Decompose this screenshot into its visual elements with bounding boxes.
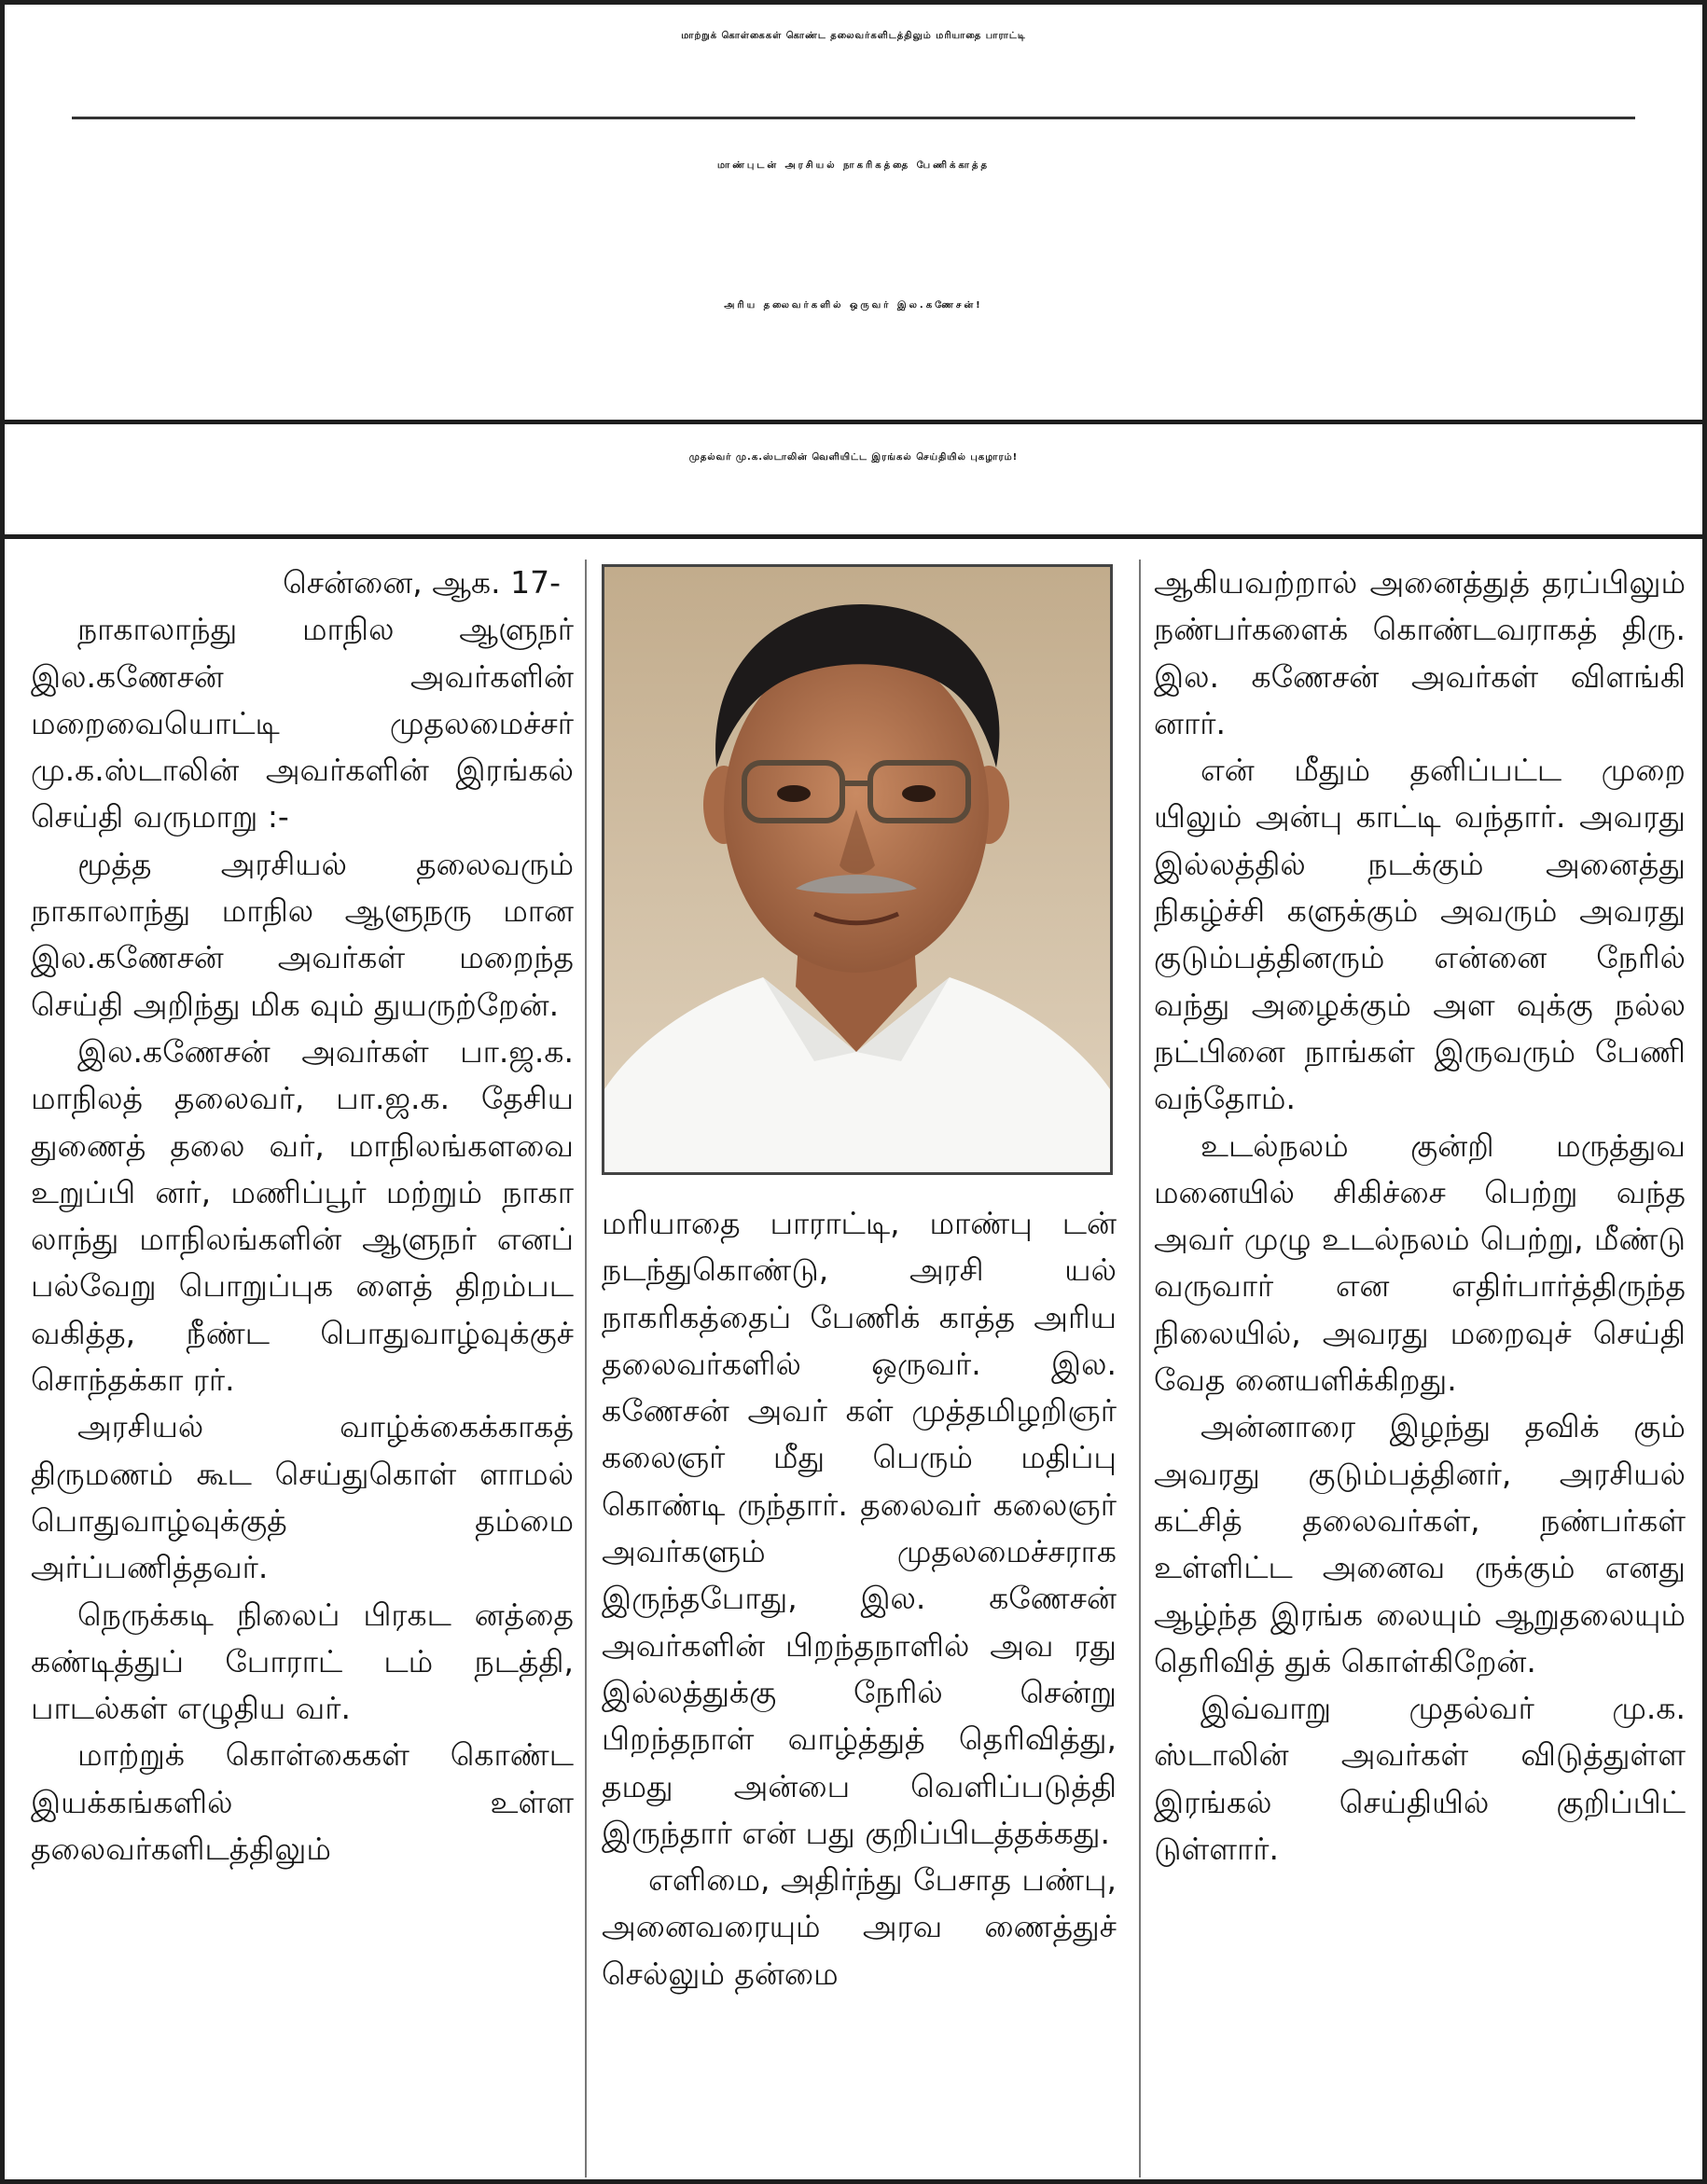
article-paragraph: மூத்த அரசியல் தலைவரும் நாகாலாந்து மாநில ஆளுநரு மான இல.கணேசன் அவர்கள் மறைந்த செய்தி அறிந்து மிக வும் துயருற்றேன். <box>31 845 574 1023</box>
article-paragraph: மரியாதை பாராட்டி, மாண்பு டன் நடந்துகொண்டு, அரசி யல் நாகரிகத்தைப் பேணிக் காத்த அரிய தலைவர்களில் ஒருவர். இல. கணேசன் அவர் கள் முத்தமிழறிஞர் கலைஞர் மீது பெரும் மதிப்பு கொண்டி ருந்தார். தலைவர் கலைஞர் அவர்களும் முதலமைச்சராக இருந்தபோது, இல. கணேசன் அவர்களின் பிறந்தநாளில் அவ ரது இல்லத்துக்கு நேரில் சென்று பிறந்தநாள் வாழ்த்துத் தெரிவித்து, தமது அன்பை வெளிப்படுத்தி இருந்தார் என் பது குறிப்பிடத்தக்கது. <box>602 1205 1117 1851</box>
portrait-photo-icon <box>604 567 1110 1172</box>
article-paragraph: மாற்றுக் கொள்கைகள் கொண்ட இயக்கங்களில் உள்ள தலைவர்களிடத்திலும் <box>31 1736 574 1868</box>
article-paragraph: என் மீதும் தனிப்பட்ட முறை யிலும் அன்பு காட்டி வந்தார். அவரது இல்லத்தில் நடக்கும் அனைத்து நிகழ்ச்சி களுக்கும் அவரும் அவரது குடும்பத்தினரும் என்னை நேரில் வந்து அழைக்கும் அள வுக்கு நல்ல நட்பினை நாங்கள் இருவரும் பேணி வந்தோம். <box>1154 752 1686 1117</box>
article-paragraph: ஆகியவற்றால் அனைத்துத் தரப்பிலும் நண்பர்களைக் கொண்டவராகத் திரு. இல. கணேசன் அவர்கள் விளங்கி னார். <box>1154 564 1686 741</box>
article-column-3 <box>1154 560 1686 1873</box>
article-paragraph: உடல்நலம் குன்றி மருத்துவ மனையில் சிகிச்சை பெற்று வந்த அவர் முழு உடல்நலம் பெற்று, மீண்டு வருவார் என எதிர்பார்த்திருந்த நிலையில், அவரது மறைவுச் செய்தி வேத னையளிக்கிறது. <box>1154 1127 1686 1399</box>
headline-block <box>5 5 1702 424</box>
column-divider <box>585 560 587 2177</box>
subheadline-block <box>5 424 1702 539</box>
article-paragraph: அரசியல் வாழ்க்கைக்காகத் திருமணம் கூட செய்துகொள் ளாமல் பொதுவாழ்வுக்குத் தம்மை அர்ப்பணித்தவர். <box>31 1408 574 1586</box>
article-column-1 <box>31 560 574 1873</box>
article-paragraph: நாகாலாந்து மாநில ஆளுநர் இல.கணேசன் அவர்களின் மறைவையொட்டி முதலமைச்சர் மு.க.ஸ்டாலின் அவர்களின் இரங்கல் செய்தி வருமாறு :- <box>31 611 574 836</box>
article-paragraph: அன்னாரை இழந்து தவிக் கும் அவரது குடும்பத்தினர், அரசியல் கட்சித் தலைவர்கள், நண்பர்கள் உள்ளிட்ட அனைவ ருக்கும் எனது ஆழ்ந்த இரங்க லையும் ஆறுதலையும் தெரிவித் துக் கொள்கிறேன். <box>1154 1408 1686 1679</box>
kicker-divider <box>72 117 1635 119</box>
article-paragraph: எளிமை, அதிர்ந்து பேசாத பண்பு, அனைவரையும் அரவ ணைத்துச் செல்லும் தன்மை <box>602 1861 1117 1992</box>
article-paragraph: நெருக்கடி நிலைப் பிரகட னத்தை கண்டித்துப் போராட் டம் நடத்தி, பாடல்கள் எழுதிய வர். <box>31 1596 574 1727</box>
dateline: சென்னை, ஆக. 17- <box>283 564 561 601</box>
kicker-line: மாற்றுக் கொள்கைகள் கொண்ட தலைவர்களிடத்திலும் மரியாதை பாராட்டி <box>681 31 1026 41</box>
main-headline-line-2: அரிய தலைவர்களில் ஒருவர் இல.கணேசன்! <box>724 300 983 311</box>
portrait-photo <box>602 564 1113 1175</box>
article-paragraph: இல.கணேசன் அவர்கள் பா.ஜ.க. மாநிலத் தலைவர், பா.ஜ.க. தேசிய துணைத் தலை வர், மாநிலங்களவை உறுப்பி னர், மணிப்பூர் மற்றும் நாகா லாந்து மாநிலங்களின் ஆளுநர் எனப் பல்வேறு பொறுப்புக ளைத் திறம்பட வகித்த, நீண்ட பொதுவாழ்வுக்குச் சொந்தக்கா ரர். <box>31 1032 574 1399</box>
main-headline-line-1: மாண்புடன் அரசியல் நாகரிகத்தை பேணிக்காத்த <box>716 160 991 171</box>
column-divider <box>1139 560 1141 2177</box>
subheadline: முதல்வர் மு.க.ஸ்டாலின் வெளியிட்ட இரங்கல் செய்தியில் புகழாரம்! <box>688 452 1019 463</box>
article-paragraph: இவ்வாறு முதல்வர் மு.க. ஸ்டாலின் அவர்கள் விடுத்துள்ள இரங்கல் செய்தியில் குறிப்பிட் டுள்ளார். <box>1154 1690 1686 1868</box>
article-column-2 <box>602 1200 1117 1997</box>
